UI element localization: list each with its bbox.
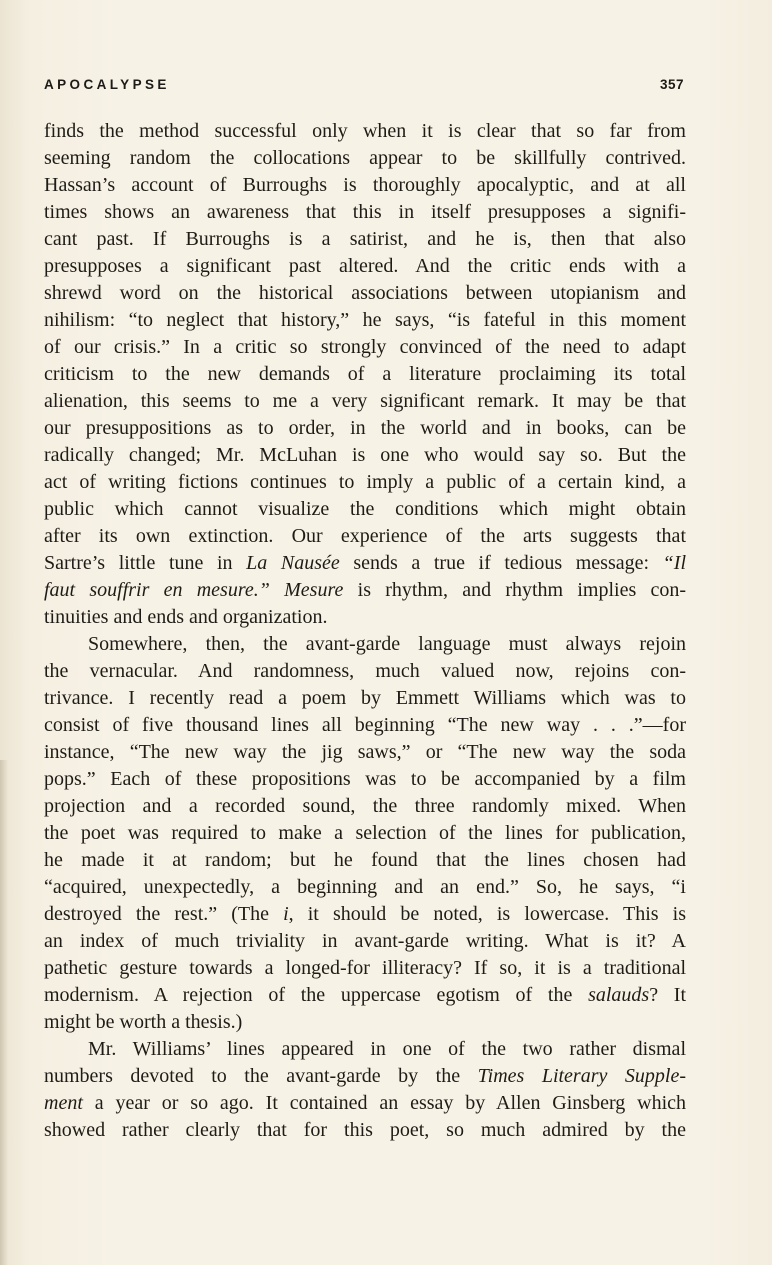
line-text: a year or so ago. It contained an essay by Allen Ginsberg which — [82, 1092, 686, 1114]
line-text: seeming random the collocations appear to be skillfully contrived. — [44, 147, 686, 169]
text-line — [44, 334, 686, 361]
text-line — [44, 523, 686, 550]
line-text: numbers devoted to the avant-garde by the — [44, 1065, 478, 1087]
text-line — [44, 793, 686, 820]
text-line — [44, 226, 686, 253]
running-head — [44, 77, 686, 99]
running-title: APOCALYPSE — [44, 77, 170, 92]
body-text — [44, 118, 686, 1144]
text-line — [44, 874, 686, 901]
line-text: modernism. A rejection of the uppercase egotism of the — [44, 984, 589, 1006]
italic-text: i — [283, 903, 289, 925]
line-text: finds the method successful only when it is clear that so far from — [44, 120, 686, 142]
line-text: destroyed the rest.” (The — [44, 903, 284, 925]
text-line — [44, 820, 686, 847]
text-line — [44, 253, 686, 280]
text-line — [44, 388, 686, 415]
text-line — [44, 604, 686, 631]
line-text: the poet was required to make a selection of the lines for publication, — [44, 822, 686, 844]
text-line — [44, 1063, 686, 1090]
text-line — [44, 982, 686, 1009]
line-text: showed rather clearly that for this poet, so much admired by the — [44, 1119, 686, 1141]
line-text: sends a true if tedious message: — [339, 552, 663, 574]
text-line — [44, 442, 686, 469]
line-text: criticism to the new demands of a literature proclaiming its total — [44, 363, 686, 385]
line-text: ? It — [649, 984, 687, 1006]
text-line — [44, 1090, 686, 1117]
line-text: trivance. I recently read a poem by Emmett Williams which was to — [44, 687, 686, 709]
text-line — [44, 118, 686, 145]
line-text: , it should be noted, is lowercase. This is — [288, 903, 686, 925]
text-line — [44, 1009, 686, 1036]
line-text: “acquired, unexpectedly, a beginning and an end.” So, he says, “i — [44, 876, 686, 898]
line-text: Hassan’s account of Burroughs is thoroughly apocalyptic, and at all — [44, 174, 686, 196]
italic-text: La Nausée — [246, 552, 340, 574]
line-text: shrewd word on the historical associations between utopianism and — [44, 282, 686, 304]
text-line — [44, 685, 686, 712]
italic-text: salauds — [588, 984, 650, 1006]
italic-text: Times Literary Supple- — [477, 1065, 686, 1087]
italic-text: faut souffrir en mesure.” — [44, 579, 270, 601]
line-text: might be worth a thesis.) — [44, 1011, 243, 1033]
line-text: Somewhere, then, the avant-garde language must always rejoin — [88, 633, 686, 655]
line-text: an index of much triviality in avant-garde writing. What is it? A — [44, 930, 686, 952]
line-text: nihilism: “to neglect that history,” he says, “is fateful in this moment — [44, 309, 686, 331]
line-text: after its own extinction. Our experience of the arts suggests that — [44, 525, 686, 547]
text-line — [44, 280, 686, 307]
line-text: presupposes a significant past altered. And the critic ends with a — [44, 255, 686, 277]
line-text: tinuities and ends and organization. — [44, 606, 328, 628]
text-line — [44, 712, 686, 739]
line-text: pathetic gesture towards a longed-for illiteracy? If so, it is a traditional — [44, 957, 686, 979]
line-text: act of writing fictions continues to imply a public of a certain kind, a — [44, 471, 686, 493]
text-line — [44, 145, 686, 172]
line-text: public which cannot visualize the conditions which might obtain — [44, 498, 686, 520]
page-number: 357 — [659, 77, 684, 92]
line-text: consist of five thousand lines all beginning “The new way . . .”—for — [44, 714, 686, 736]
line-text: he made it at random; but he found that the lines chosen had — [44, 849, 686, 871]
text-line — [44, 172, 686, 199]
text-line — [44, 415, 686, 442]
line-text: instance, “The new way the jig saws,” or “The new way the soda — [44, 741, 686, 763]
text-line — [44, 928, 686, 955]
text-line — [44, 307, 686, 334]
line-text: projection and a recorded sound, the three randomly mixed. When — [44, 795, 686, 817]
text-line — [44, 361, 686, 388]
line-text — [270, 579, 284, 601]
text-line — [44, 631, 686, 658]
line-text: of our crisis.” In a critic so strongly convinced of the need to adapt — [44, 336, 686, 358]
line-text: radically changed; Mr. McLuhan is one who would say so. But the — [44, 444, 686, 466]
text-line — [44, 766, 686, 793]
page-gutter-shadow — [0, 760, 8, 1265]
line-text: the vernacular. And randomness, much valued now, rejoins con- — [44, 660, 686, 682]
text-line — [44, 847, 686, 874]
line-text: Sartre’s little tune in — [44, 552, 247, 574]
text-line — [44, 199, 686, 226]
text-line — [44, 1117, 686, 1144]
italic-text: ment — [44, 1092, 83, 1114]
text-line — [44, 658, 686, 685]
text-line — [44, 577, 686, 604]
text-line — [44, 901, 686, 928]
line-text: cant past. If Burroughs is a satirist, and he is, then that also — [44, 228, 686, 250]
text-line — [44, 955, 686, 982]
text-line — [44, 739, 686, 766]
text-line — [44, 550, 686, 577]
line-text: pops.” Each of these propositions was to be accompanied by a film — [44, 768, 686, 790]
line-text: is rhythm, and rhythm implies con- — [343, 579, 687, 601]
text-line — [44, 469, 686, 496]
text-line — [44, 496, 686, 523]
italic-text: “Il — [662, 552, 687, 574]
line-text: alienation, this seems to me a very significant remark. It may be that — [44, 390, 686, 412]
line-text: times shows an awareness that this in itself presupposes a signifi- — [44, 201, 686, 223]
line-text: Mr. Williams’ lines appeared in one of the two rather dismal — [88, 1038, 686, 1060]
italic-text: Mesure — [284, 579, 344, 601]
text-line — [44, 1036, 686, 1063]
line-text: our presuppositions as to order, in the world and in books, can be — [44, 417, 686, 439]
